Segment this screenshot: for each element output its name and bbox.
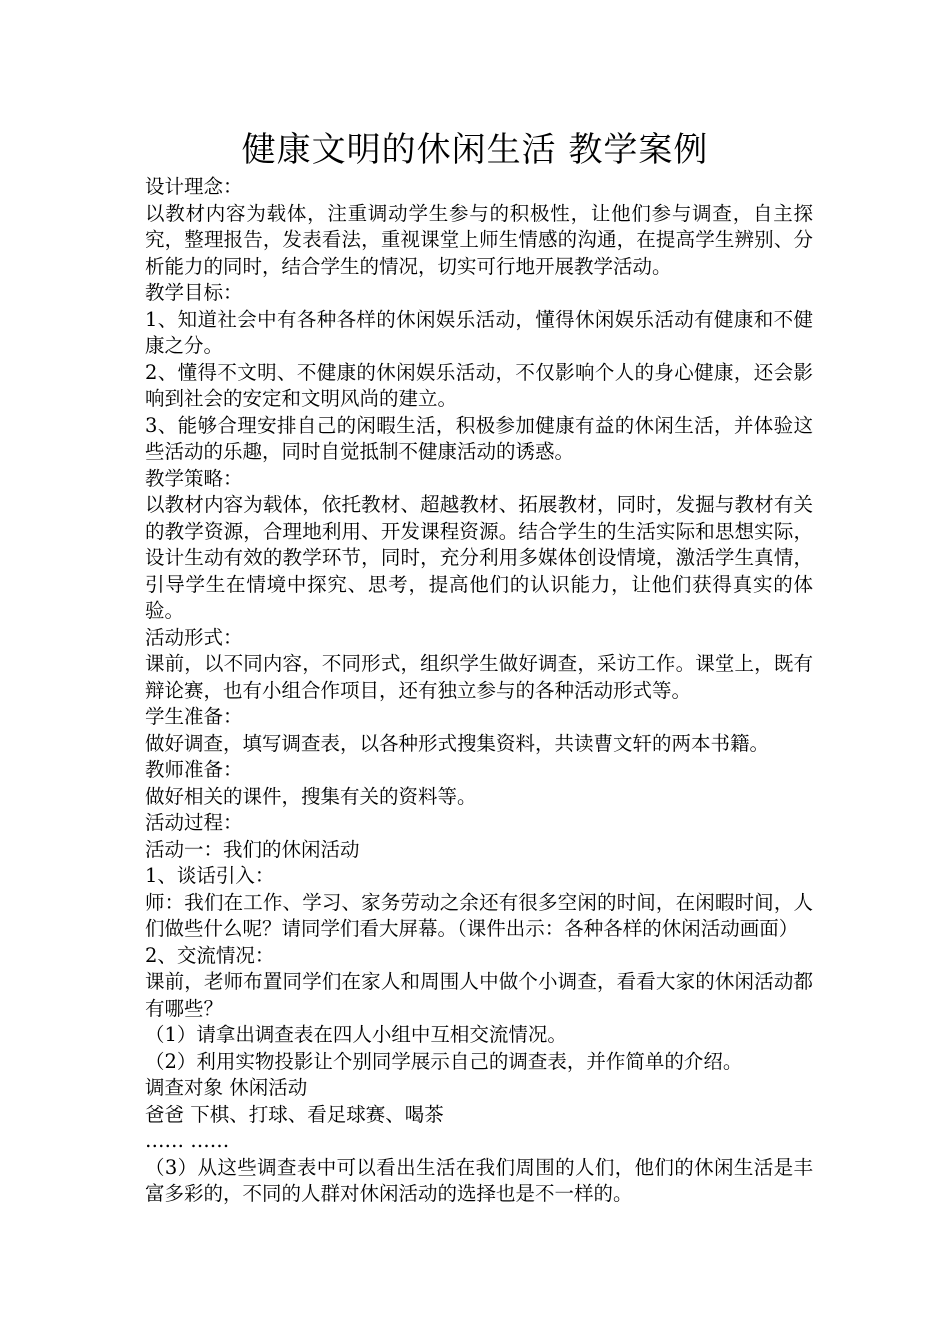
survey-table-row: …… …… <box>145 1129 230 1152</box>
paragraph: 教学策略： <box>145 466 243 490</box>
paragraph: 做好调查，填写调查表，以各种形式搜集资料，共读曹文轩的两本书籍。 <box>145 731 770 755</box>
paragraph: 活动过程： <box>145 811 243 834</box>
paragraph: 课前，以不同内容，不同形式，组织学生做好调查，采访工作。课堂上，既有辩论赛，也有小组合作项目，还有独立参与的各种活动形式等。 <box>145 652 813 702</box>
paragraph: 学生准备： <box>145 705 243 728</box>
paragraph: 做好相关的课件，搜集有关的资料等。 <box>145 784 477 808</box>
paragraph: 设计理念： <box>145 175 243 198</box>
paragraph: 以教材内容为载体，注重调动学生参与的积极性，让他们参与调查，自主探究，整理报告，发表看法，重视课堂上师生情感的沟通，在提高学生辨别、分析能力的同时，结合学生的情况，切实可行地开展教学活动。 <box>145 201 813 278</box>
paragraph: 1、谈话引入： <box>145 864 275 887</box>
paragraph: （3）从这些调查表中可以看出生活在我们周围的人们，他们的休闲生活是丰富多彩的，不同的人群对休闲活动的选择也是不一样的。 <box>145 1155 813 1205</box>
paragraph: 以教材内容为载体，依托教材、超越教材、拓展教材，同时，发掘与教材有关的教学资源，合理地利用、开发课程资源。结合学生的生活实际和思想实际，设计生动有效的教学环节，同时，充分利用多媒体创设情境，激活学生真情，引导学生在情境中探究、思考，提高他们的认识能力，让他们获得真实的体验。 <box>145 493 813 622</box>
paragraph: 2、交流情况： <box>145 943 275 967</box>
paragraph: 教学目标： <box>145 281 243 304</box>
paragraph: 师：我们在工作、学习、家务劳动之余还有很多空闲的时间，在闲暇时间，人们做些什么呢？请同学们看大屏幕。（课件出示：各种各样的休闲活动画面） <box>145 890 813 940</box>
paragraph: （2）利用实物投影让个别同学展示自己的调查表，并作简单的介绍。 <box>145 1049 743 1073</box>
paragraph: （1）请拿出调查表在四人小组中互相交流情况。 <box>145 1023 567 1046</box>
survey-table-header: 调查对象 休闲活动 <box>145 1076 308 1099</box>
paragraph: 2、懂得不文明、不健康的休闲娱乐活动，不仅影响个人的身心健康，还会影响到社会的安定和文明风尚的建立。 <box>145 360 813 410</box>
paragraph: 教师准备： <box>145 758 243 781</box>
paragraph: 课前，老师布置同学们在家人和周围人中做个小调查，看看大家的休闲活动都有哪些？ <box>145 970 813 1020</box>
document-title: 健康文明的休闲生活 教学案例 <box>241 130 709 170</box>
paragraph: 3、能够合理安排自己的闲暇生活，积极参加健康有益的休闲生活，并体验这些活动的乐趣，同时自觉抵制不健康活动的诱惑。 <box>145 413 813 463</box>
paragraph: 1、知道社会中有各种各样的休闲娱乐活动，懂得休闲娱乐活动有健康和不健康之分。 <box>145 307 813 357</box>
paragraph: 活动一：我们的休闲活动 <box>145 837 360 861</box>
survey-table-row: 爸爸 下棋、打球、看足球赛、喝茶 <box>145 1102 444 1126</box>
paragraph: 活动形式： <box>145 625 243 649</box>
document-body <box>145 174 813 1208</box>
